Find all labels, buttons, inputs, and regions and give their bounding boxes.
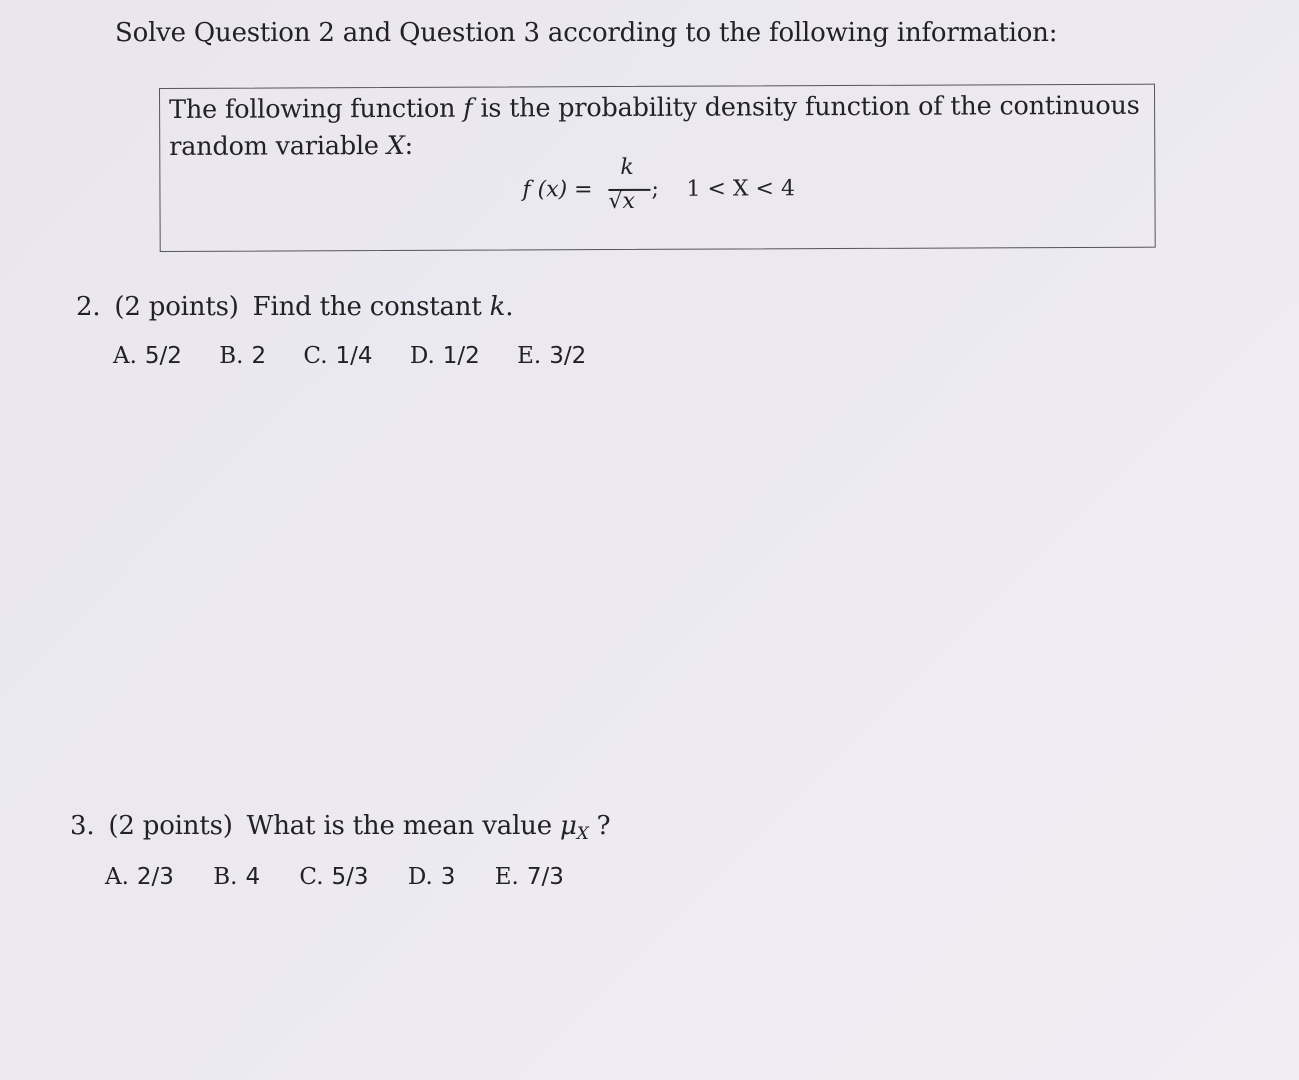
option-b [213, 864, 260, 890]
option-letter: E. [494, 864, 519, 890]
question-points: (2 points) [114, 292, 239, 322]
option-letter: C. [303, 343, 328, 369]
formula-lhs: f (x) = [522, 177, 593, 203]
option-value: 4 [245, 864, 261, 890]
random-variable-symbol: X [386, 130, 405, 162]
option-value: 5/3 [331, 864, 369, 890]
option-value: 5/2 [144, 343, 182, 369]
formula-separator: ; [651, 176, 659, 202]
option-c [303, 343, 372, 369]
question-end: ? [588, 811, 611, 841]
function-symbol: f [463, 93, 473, 124]
option-value: 7/3 [526, 864, 564, 890]
option-letter: A. [105, 864, 129, 890]
formula-domain: 1 < X < 4 [686, 176, 796, 202]
question-2-options [113, 343, 586, 369]
option-letter: D. [407, 864, 433, 890]
option-value: 3 [440, 864, 456, 890]
option-letter: D. [409, 343, 435, 369]
mean-subscript: X [576, 824, 589, 844]
option-e [495, 864, 564, 890]
question-text: What is the mean value [246, 811, 560, 841]
box-text-2a: random variable [169, 131, 387, 162]
option-letter: C. [299, 864, 324, 890]
option-value: 1/2 [442, 343, 480, 369]
question-text: Find the constant [252, 292, 490, 322]
option-a [113, 343, 182, 369]
option-value: 2/3 [136, 864, 174, 890]
pdf-formula [520, 152, 820, 233]
box-text-1a: The following function [169, 93, 464, 125]
option-a [105, 864, 174, 890]
option-e [517, 343, 586, 369]
option-value: 1/4 [335, 343, 373, 369]
question-2 [76, 292, 513, 322]
formula-numerator: k [620, 154, 634, 180]
intro-instruction: Solve Question 2 and Question 3 according to the following information: [115, 18, 1058, 48]
question-3-options [105, 864, 564, 890]
option-value: 3/2 [549, 343, 587, 369]
box-text-line-1 [169, 91, 1140, 125]
question-variable: k [489, 292, 506, 322]
question-number: 2. [76, 292, 101, 322]
option-b [219, 343, 266, 369]
question-number: 3. [70, 811, 95, 841]
question-points: (2 points) [108, 811, 233, 841]
option-letter: B. [213, 864, 238, 890]
box-text-1b: is the probability density function of the continuous [472, 90, 1140, 124]
option-letter: A. [113, 343, 137, 369]
option-c [299, 864, 368, 890]
option-d [408, 864, 456, 890]
box-text-2b: : [404, 130, 414, 161]
info-box [159, 84, 1156, 252]
option-letter: B. [219, 343, 244, 369]
option-letter: E. [517, 343, 542, 369]
option-value: 2 [251, 343, 267, 369]
box-text-line-2 [169, 131, 413, 162]
question-3 [70, 811, 610, 844]
formula-denominator: √x [608, 188, 635, 215]
mean-symbol: μ [559, 811, 577, 841]
question-end: . [505, 292, 514, 322]
option-d [410, 343, 480, 369]
